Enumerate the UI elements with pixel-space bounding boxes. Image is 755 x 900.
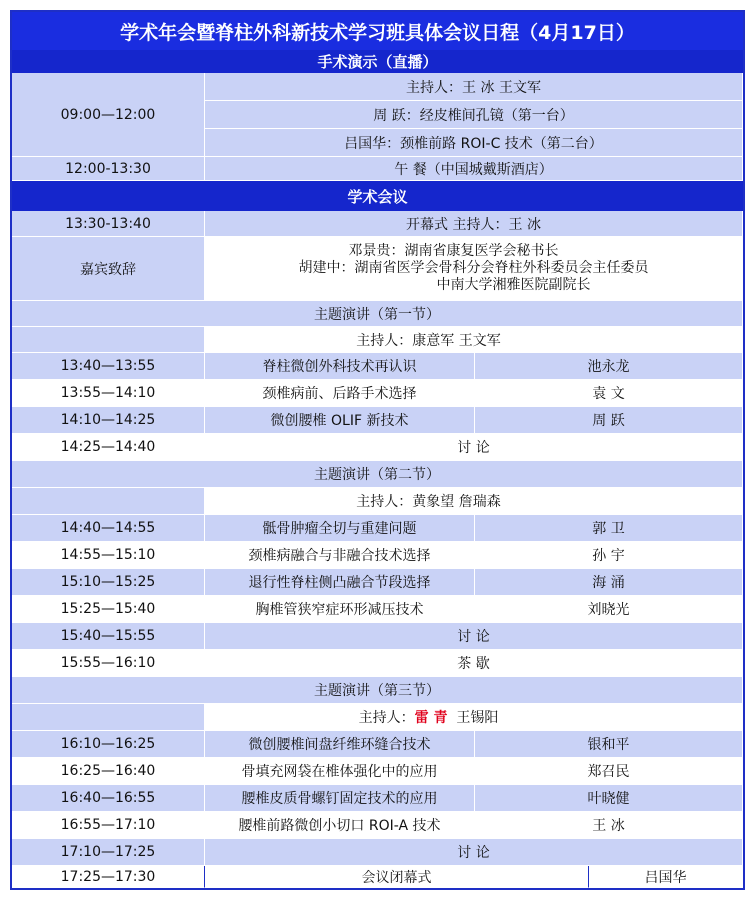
talk-speaker: 郭 卫: [475, 515, 743, 542]
talk-time: 16:25—16:40: [12, 758, 205, 785]
schedule-table: [10, 10, 745, 890]
guest-line: 胡建中：湖南省医学会骨科分会脊柱外科委员会主任委员: [298, 260, 649, 276]
guest-line: 邓景贵：湖南省康复医学会秘书长: [348, 243, 559, 259]
discussion-text: 讨 论: [205, 434, 743, 461]
guest-speakers: [205, 237, 743, 301]
talk-title: 骨填充网袋在椎体强化中的应用: [205, 758, 475, 785]
guest-label: 嘉宾致辞: [12, 237, 205, 301]
talk-title: 微创腰椎 OLIF 新技术: [205, 407, 475, 434]
demo-host: 主持人：王 冰 王文军: [205, 73, 743, 101]
closing-speaker: 吕国华: [589, 866, 743, 888]
talk-speaker: 周 跃: [475, 407, 743, 434]
talk-title: 微创腰椎间盘纤维环缝合技术: [205, 731, 475, 758]
guest-line: 中南大学湘雅医院副院长: [436, 277, 591, 293]
discussion-time: 17:10—17:25: [12, 839, 205, 866]
session1-header: 主题演讲（第一节）: [12, 301, 743, 327]
session1-host-blank: [12, 327, 205, 353]
talk-time: 14:40—14:55: [12, 515, 205, 542]
talk-speaker: 银和平: [475, 731, 743, 758]
talk-time: 13:40—13:55: [12, 353, 205, 380]
talk-title: 脊柱微创外科技术再认识: [205, 353, 475, 380]
talk-time: 13:55—14:10: [12, 380, 205, 407]
break-time: 15:55—16:10: [12, 650, 205, 677]
talk-title: 颈椎病融合与非融合技术选择: [205, 542, 475, 569]
talk-time: 16:40—16:55: [12, 785, 205, 812]
talk-speaker: 郑召民: [475, 758, 743, 785]
session2-header: 主题演讲（第二节）: [12, 461, 743, 488]
session2-host: [205, 488, 743, 515]
discussion-text: 讨 论: [205, 839, 743, 866]
session1-host: [205, 327, 743, 353]
talk-speaker: 袁 文: [475, 380, 743, 407]
break-text: 茶 歇: [205, 650, 743, 677]
talk-speaker: 王 冰: [475, 812, 743, 839]
talk-title: 腰椎皮质骨螺钉固定技术的应用: [205, 785, 475, 812]
section-header-surgery-demo: 手术演示（直播）: [12, 50, 743, 73]
demo-time: 09:00—12:00: [12, 73, 205, 157]
talk-speaker: 海 涌: [475, 569, 743, 596]
session3-header: 主题演讲（第三节）: [12, 677, 743, 704]
talk-title: 颈椎病前、后路手术选择: [205, 380, 475, 407]
session1-host-text: 主持人：康意军 王文军: [356, 332, 501, 349]
talk-title: 退行性脊柱侧凸融合节段选择: [205, 569, 475, 596]
talk-title: 腰椎前路微创小切口 ROI-A 技术: [205, 812, 475, 839]
discussion-time: 14:25—14:40: [12, 434, 205, 461]
closing-text: 会议闭幕式: [205, 866, 589, 888]
session3-host-label: 主持人：: [358, 710, 415, 726]
session3-host-blank: [12, 704, 205, 731]
session3-host: [205, 704, 743, 731]
talk-title: 胸椎管狭窄症环形减压技术: [205, 596, 475, 623]
opening-text: 开幕式 主持人：王 冰: [205, 211, 743, 237]
lunch-time: 12:00-13:30: [12, 157, 205, 181]
talk-speaker: 刘晓光: [475, 596, 743, 623]
talk-time: 14:55—15:10: [12, 542, 205, 569]
talk-time: 15:10—15:25: [12, 569, 205, 596]
demo-line-1: 周 跃：经皮椎间孔镜（第一台）: [205, 101, 743, 129]
talk-time: 16:55—17:10: [12, 812, 205, 839]
talk-speaker: 叶晓健: [475, 785, 743, 812]
talk-title: 骶骨肿瘤全切与重建问题: [205, 515, 475, 542]
session3-host-rest: 王锡阳: [447, 710, 499, 726]
session3-host-highlight: 雷 青: [414, 710, 448, 726]
talk-speaker: 池永龙: [475, 353, 743, 380]
session2-host-blank: [12, 488, 205, 515]
talk-time: 15:25—15:40: [12, 596, 205, 623]
section-header-academic: 学术会议: [12, 181, 743, 211]
closing-time: 17:25—17:30: [12, 866, 205, 888]
session2-host-text: 主持人：黄象望 詹瑞森: [356, 494, 501, 510]
opening-time: 13:30-13:40: [12, 211, 205, 237]
talk-speaker: 孙 宇: [475, 542, 743, 569]
discussion-time: 15:40—15:55: [12, 623, 205, 650]
demo-line-2: 吕国华：颈椎前路 ROI-C 技术（第二台）: [205, 129, 743, 157]
schedule-title: 学术年会暨脊柱外科新技术学习班具体会议日程（4月17日）: [12, 12, 743, 50]
discussion-text: 讨 论: [205, 623, 743, 650]
talk-time: 16:10—16:25: [12, 731, 205, 758]
talk-time: 14:10—14:25: [12, 407, 205, 434]
lunch-text: 午 餐（中国城戴斯酒店）: [205, 157, 743, 181]
